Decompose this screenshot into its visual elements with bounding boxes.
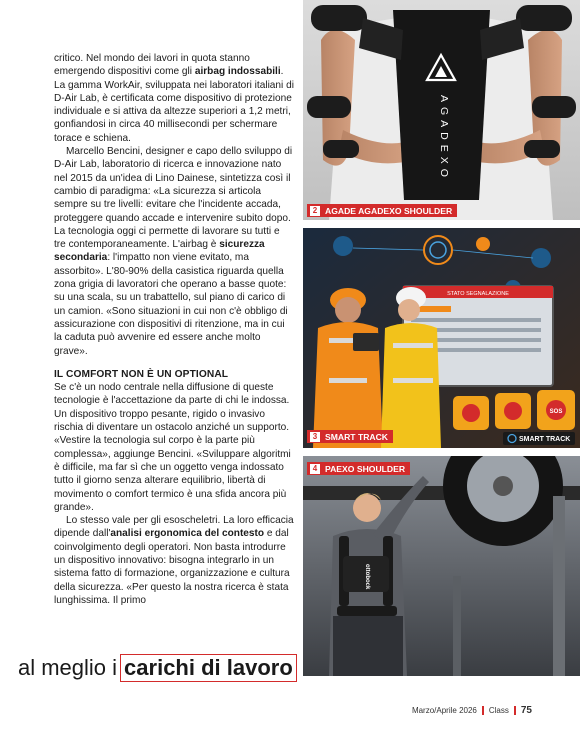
pull-quote-lead: al meglio i [18,655,118,680]
screen-title: STATO SEGNALAZIONE [447,291,509,297]
photo-paexo-shoulder [303,456,580,676]
smart-track-illustration [303,228,580,448]
magazine-name: Class [488,706,509,715]
photo-smart-track [303,228,580,448]
text-run: : l'impatto non viene evitato, ma assorbito». L'80-90% della casistica riguarda quella zona grigia di lavoratori che operano a basse quote: su una scala, su un trabattello, sul piano di carico di un camion. «Sono situazioni in cui non c'è obbligo di assicurazione con dispositivi di ritenzione, ma in cui la caduta può avvenire ed essere anche molto grave». [54,252,288,357]
text-run: . La gamma WorkAir, sviluppata nei laboratori italiani di D-Air Lab, è certificata come dispositivo di protezione individuale e si attiva da altezze superiori a 1,2 metri, gonfiandosi in circa 40 millisecondi per schermare torace e schiena. [54,66,294,144]
paragraph-2 [54,145,294,358]
text-run: Lo stesso vale per gli esoscheletri. La loro efficacia dipende dall' [54,515,294,540]
bold-text-run: analisi ergonomica del contesto [110,528,265,540]
paexo-illustration [303,456,580,676]
caption-figure-2 [307,204,457,217]
caption-figure-3 [307,430,393,443]
exoskeleton-back-illustration [303,0,580,220]
text-run: Marcello Bencini, designer e capo dello sviluppo di D-Air Lab, laboratorio di ricerca e innovazione nato nel 2015 da un'idea di Lino Dainese, sintetizza così il cambio di paradigma: «La sicurezza si articola sempre su tre livelli: evitare che l'incidente accada, proteggere quando accade e intervenire subito dopo. La tecnologia oggi ci permette di lavorare su tutti e tre contemporaneamente. L'airbag è [54,146,293,251]
exoskeleton-brand-text: AGADEXO [438,95,450,182]
divider [514,706,516,715]
caption-text: PAEXO SHOULDER [325,463,406,474]
paragraph-1 [54,52,294,145]
sos-label: SOS [549,409,563,415]
issue-date: Marzo/Aprile 2026 [411,706,477,715]
pull-quote-boxed: carichi di lavoro [120,654,297,682]
article-column [54,52,294,607]
caption-text: AGADE AGADEXO SHOULDER [325,205,453,216]
section-heading: IL COMFORT NON È UN OPTIONAL [54,368,229,380]
figure-number: 4 [310,464,320,474]
page-footer [412,705,532,716]
photo-agadexo-shoulder [303,0,580,220]
paragraph-3 [54,381,294,514]
smart-track-logo-text: SMART TRACK [519,436,571,443]
divider [482,706,484,715]
paragraph-4 [54,514,294,607]
text-run: Se c'è un nodo centrale nella diffusione di queste tecnologie è l'accettazione da parte di chi le indossa. Un dispositivo troppo pesante, rigido o invasivo rischia di diventare un ostacolo anziché un supporto. «Vestire la tecnologia sul corpo è la parte più complessa», aggiunge Bencini. «Sviluppare algoritmi è difficile, ma far sì che un oggetto venga indossato tutto il giorno senza alterare equilibrio, libertà di movimento o comfort termico è una sfida ancora più grande». [54,382,291,513]
figure-number: 2 [310,206,320,216]
text-run: critico. Nel mondo dei lavori in quota stanno emergendo dispositivi come gli [54,53,250,78]
caption-figure-4 [307,462,410,475]
text-run: e dal coinvolgimento degli operatori. Non basta introdurre un dispositivo innovativo: bisogna integrarlo in un sistema fatto di formazione, organizzazione e cultura della sicurezza. «Per questo la nostra ricerca è stata lunghissima. Il primo [54,528,290,606]
page-number: 75 [520,705,532,716]
pull-quote [18,655,297,681]
bold-text-run: sicurezza secondaria [54,239,265,264]
caption-text: SMART TRACK [325,431,389,442]
bold-text-run: airbag indossabili [194,66,281,78]
paexo-brand-text: ottobock [364,564,370,590]
figure-number: 3 [310,432,320,442]
